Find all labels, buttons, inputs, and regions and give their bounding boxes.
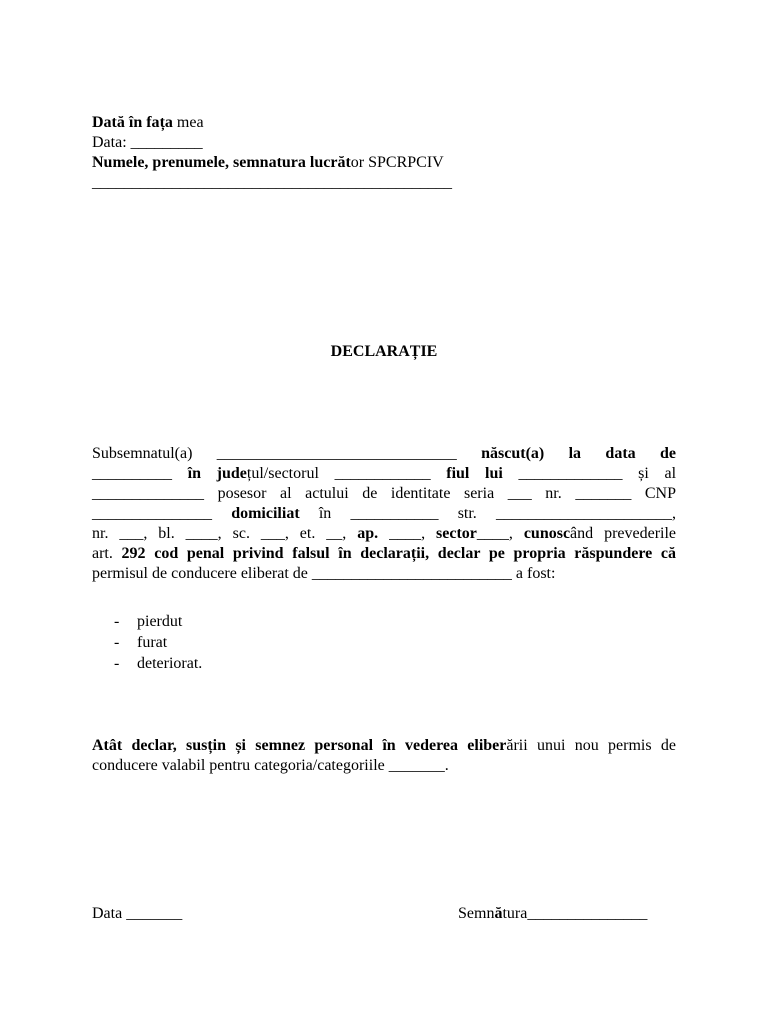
header-block	[92, 113, 676, 193]
body-line-3: ______________ posesor al actului de identitate seria ___ nr. _______ CNP	[92, 485, 676, 502]
worker-signature-label: Numele, prenumele, semnatura lucrător SPCRPCIV	[92, 154, 444, 171]
list-item: - pierdut	[114, 613, 183, 630]
body-line-2: __________ în județul/sectorul ____________ fiul lui _____________ și al	[92, 465, 677, 482]
given-before-me-line: Dată în fața mea	[92, 114, 204, 131]
document-title: DECLARAȚIE	[330, 343, 438, 360]
date-line: Data: _________	[92, 134, 203, 151]
body-line-1: Subsemnatul(a) ______________________________ născut(a) la data de	[92, 445, 676, 462]
body-line-5: nr. ___, bl. ____, sc. ___, et. __, ap. ____, sector____, cunoscând prevederile	[92, 525, 677, 542]
list-item: - deteriorat.	[114, 655, 203, 672]
list-item: - furat	[114, 634, 168, 651]
closing-line-1: Atât declar, susțin și semnez personal în vederea eliberării unui nou permis de	[92, 737, 676, 754]
body-line-4: _______________ domiciliat în ___________ str. ______________________,	[92, 505, 677, 522]
worker-signature-line: _____________________________________________	[92, 174, 452, 191]
footer-signature: Semnătura_______________	[458, 905, 648, 922]
body-line-6: art. 292 cod penal privind falsul în declarații, declar pe propria răspundere că	[92, 545, 677, 562]
footer-date: Data _______	[92, 905, 183, 922]
status-options-list	[114, 612, 202, 675]
closing-paragraph	[92, 736, 676, 776]
body-line-7: permisul de conducere eliberat de _________________________ a fost:	[92, 565, 556, 582]
declaration-body	[92, 444, 676, 584]
closing-line-2: conducere valabil pentru categoria/categoriile _______.	[92, 757, 449, 774]
